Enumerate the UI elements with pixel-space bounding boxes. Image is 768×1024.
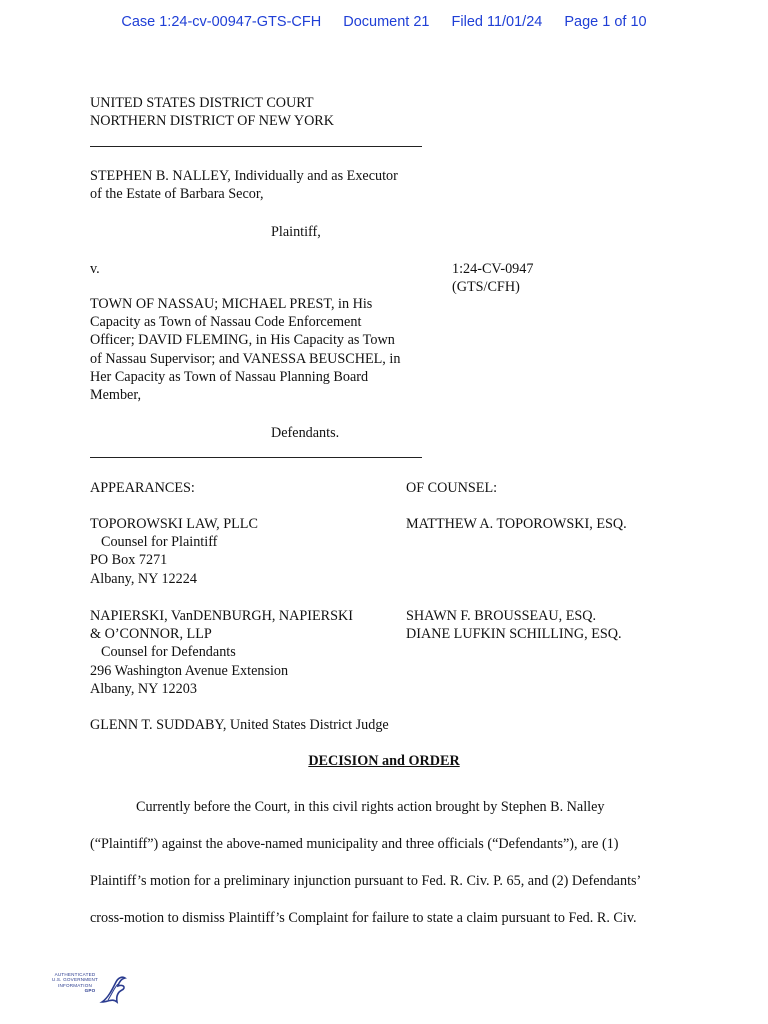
docket-number	[452, 260, 533, 296]
firm-address: PO Box 7271	[90, 552, 168, 569]
firm-address: 296 Washington Avenue Extension	[90, 662, 289, 679]
body-line: Plaintiff’s motion for a preliminary injunction pursuant to Fed. R. Civ. P. 65, and (2) Defendants’	[90, 873, 642, 889]
firm-name: & O’CONNOR, LLP	[90, 626, 212, 643]
gpo-logo-line: U.S. GOVERNMENT	[51, 977, 99, 983]
defendant-counsel-attorneys	[406, 607, 622, 643]
gpo-logo-text	[44, 972, 106, 994]
caption-rule-top	[90, 146, 422, 147]
firm-name: TOPOROWSKI LAW, PLLC	[90, 516, 258, 532]
court-name-line1: UNITED STATES DISTRICT COURT	[90, 95, 314, 111]
filed-date-header: Filed 11/01/24	[451, 14, 543, 30]
of-counsel-heading: OF COUNSEL:	[406, 480, 498, 496]
body-line: Currently before the Court, in this civil rights action brought by Stephen B. Nalley	[136, 799, 605, 815]
defendant-counsel-firm	[90, 607, 353, 698]
defendant-label: Defendants.	[271, 425, 340, 441]
defendant-line: TOWN OF NASSAU; MICHAEL PREST, in His	[90, 296, 373, 312]
attorney-name: SHAWN F. BROUSSEAU, ESQ.	[406, 608, 597, 624]
gpo-logo-line: INFORMATION	[57, 982, 92, 988]
firm-role: Counsel for Plaintiff	[101, 534, 218, 551]
appearances-heading: APPEARANCES:	[90, 480, 195, 496]
firm-name: NAPIERSKI, VanDENBURGH, NAPIERSKI	[90, 608, 354, 624]
defendant-line: of Nassau Supervisor; and VANESSA BEUSCHEL, in	[90, 350, 401, 367]
page-number-header: Page 1 of 10	[564, 14, 647, 30]
defendant-line: Member,	[90, 387, 142, 404]
plaintiff-line: of the Estate of Barbara Secor,	[90, 186, 264, 203]
defendant-line: Capacity as Town of Nassau Code Enforcement	[90, 314, 362, 331]
defendant-block	[90, 295, 400, 404]
eagle-icon	[98, 972, 128, 1012]
firm-address: Albany, NY 12203	[90, 680, 197, 697]
defendant-line: Officer; DAVID FLEMING, in His Capacity as Town	[90, 332, 395, 349]
ecf-header	[0, 14, 768, 30]
gpo-authenticated-logo	[44, 972, 128, 1016]
gpo-logo-mark: GPO	[84, 988, 96, 994]
judge-line: GLENN T. SUDDABY, United States District Judge	[90, 717, 389, 733]
versus: v.	[90, 261, 100, 277]
gpo-logo-line: AUTHENTICATED	[54, 972, 96, 977]
document-title: DECISION and ORDER	[308, 753, 460, 769]
plaintiff-block	[90, 167, 398, 203]
plaintiff-counsel-firm	[90, 515, 258, 588]
docket-number-line: (GTS/CFH)	[452, 279, 520, 296]
firm-role: Counsel for Defendants	[101, 644, 236, 661]
attorney-name: DIANE LUFKIN SCHILLING, ESQ.	[406, 626, 622, 643]
case-number-header: Case 1:24-cv-00947-GTS-CFH	[121, 14, 322, 30]
plaintiff-counsel-attorney: MATTHEW A. TOPOROWSKI, ESQ.	[406, 516, 627, 532]
body-line: (“Plaintiff”) against the above-named municipality and three officials (“Defendants”), are (1)	[90, 836, 619, 852]
court-name	[90, 94, 334, 130]
defendant-line: Her Capacity as Town of Nassau Planning Board	[90, 368, 369, 385]
caption-rule-bottom	[90, 457, 422, 458]
docket-number-line: 1:24-CV-0947	[452, 261, 534, 277]
plaintiff-line: STEPHEN B. NALLEY, Individually and as Executor	[90, 168, 398, 184]
plaintiff-label: Plaintiff,	[271, 224, 321, 240]
body-line: cross-motion to dismiss Plaintiff’s Complaint for failure to state a claim pursuant to Fed. R. Civ.	[90, 910, 637, 926]
body-paragraph	[90, 789, 680, 937]
court-name-line2: NORTHERN DISTRICT OF NEW YORK	[90, 113, 335, 130]
firm-address: Albany, NY 12224	[90, 570, 197, 587]
document-number-header: Document 21	[343, 14, 430, 30]
